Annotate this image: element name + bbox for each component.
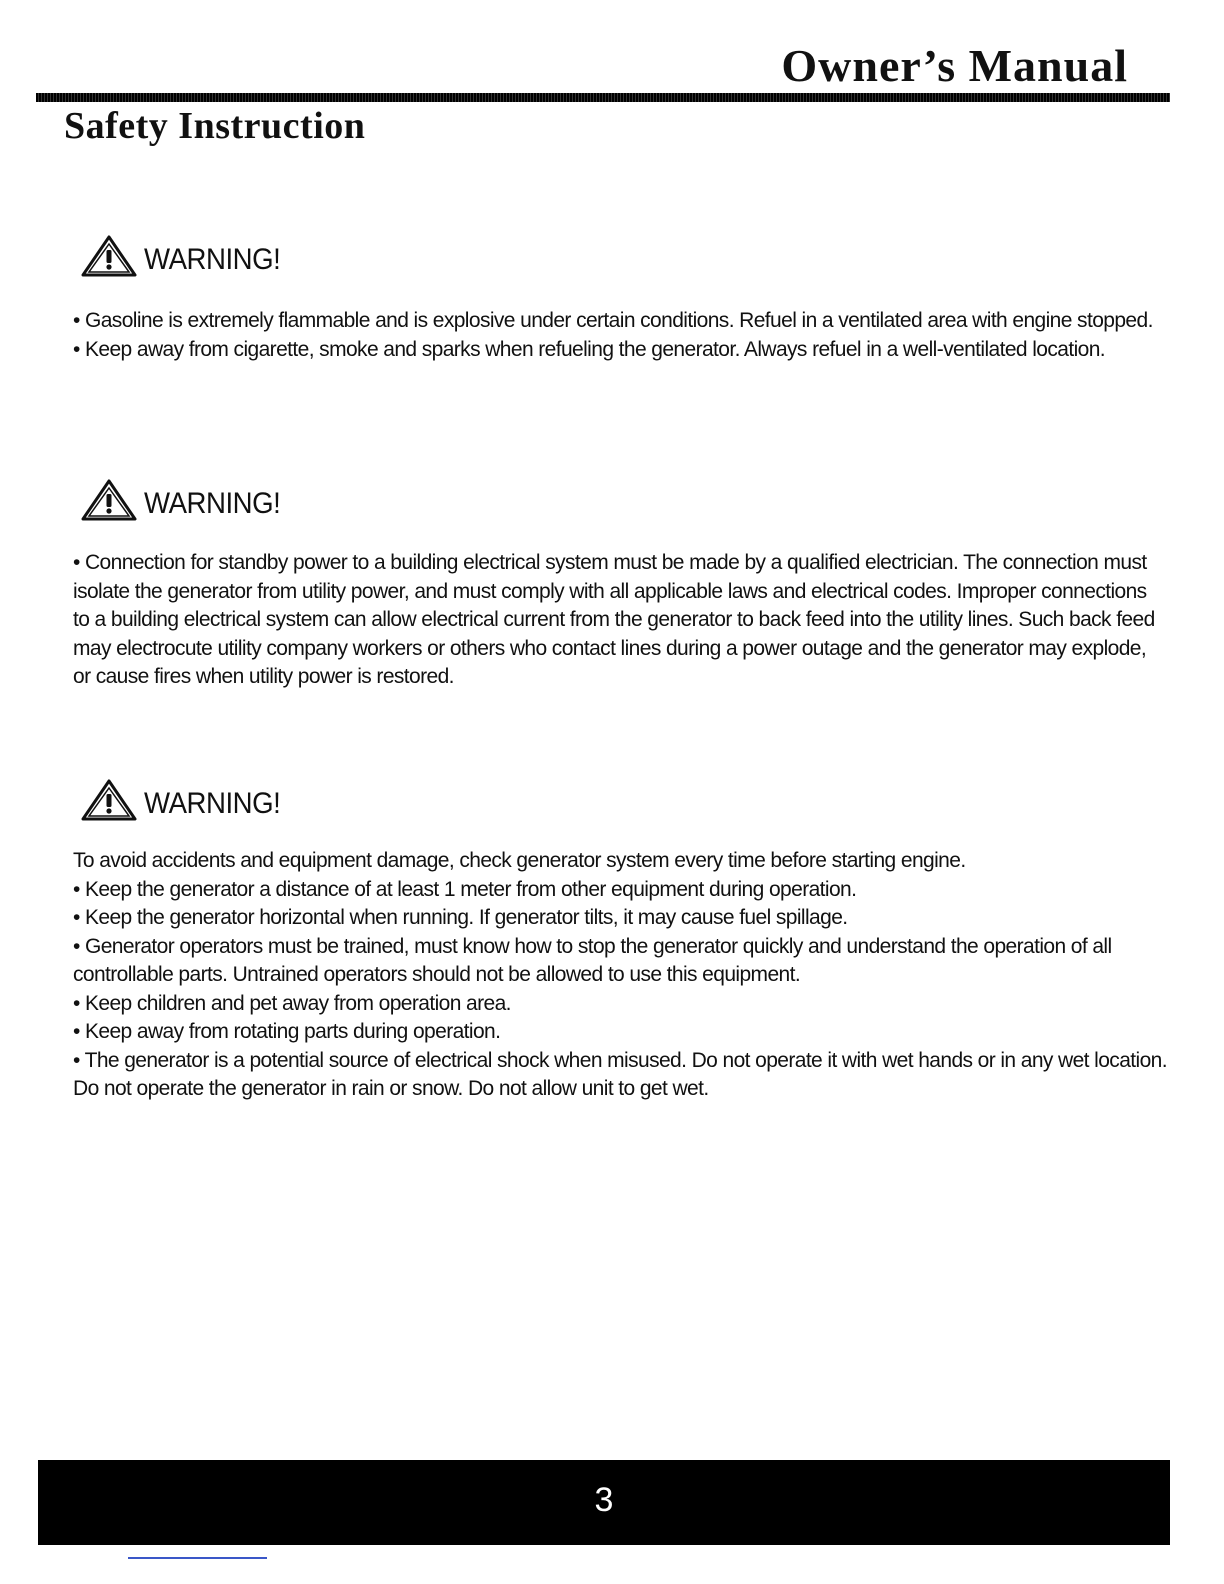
warning-line: Do not operate the generator in rain or snow. Do not allow unit to get wet. — [73, 1077, 709, 1100]
warning-line: or cause fires when utility power is restored. — [73, 665, 454, 688]
warning-text — [73, 549, 1155, 692]
warning-label: WARNING! — [144, 487, 281, 520]
warning-heading — [80, 472, 292, 522]
warning-heading — [80, 228, 292, 278]
manual-title: Owner’s Manual — [781, 40, 1128, 91]
warning-line: controllable parts. Untrained operators should not be allowed to use this equipment. — [73, 963, 801, 986]
warning-line: • Generator operators must be trained, must know how to stop the generator quickly and understand the operation of all — [73, 934, 1112, 958]
warning-line: • Gasoline is extremely flammable and is explosive under certain conditions. Refuel in a ventilated area with engine stopped. — [73, 309, 1153, 332]
warning-label: WARNING! — [144, 787, 281, 820]
warning-triangle-icon — [80, 234, 138, 278]
warning-line: • Keep the generator a distance of at least 1 meter from other equipment during operation. — [73, 877, 857, 901]
warning-line: isolate the generator from utility power, and must comply with all applicable laws and electrical codes. Improper connections — [73, 579, 1147, 603]
warning-line: • Keep away from cigarette, smoke and sparks when refueling the generator. Always refuel in a well-ventilated location. — [73, 337, 1106, 361]
footer-bar — [38, 1460, 1170, 1545]
warning-text — [73, 307, 1153, 364]
warning-line: • Keep away from rotating parts during operation. — [73, 1020, 501, 1043]
warning-line: • The generator is a potential source of electrical shock when misused. Do not operate it with wet hands or in any wet location. — [73, 1048, 1167, 1072]
warning-line: • Keep the generator horizontal when running. If generator tilts, it may cause fuel spillage. — [73, 906, 848, 929]
warning-text — [73, 847, 1167, 1104]
warning-heading — [80, 772, 292, 822]
warning-line: may electrocute utility company workers or others who contact lines during a power outage and the generator may explode, — [73, 636, 1147, 660]
warning-line: • Connection for standby power to a building electrical system must be made by a qualified electrician. The connection must — [73, 551, 1147, 574]
warning-label: WARNING! — [144, 243, 281, 276]
link-underline — [128, 1557, 267, 1559]
warning-line: To avoid accidents and equipment damage, check generator system every time before starting engine. — [73, 849, 966, 872]
page-number: 3 — [594, 1481, 614, 1519]
warning-triangle-icon — [80, 478, 138, 522]
section-title: Safety Instruction — [64, 105, 366, 147]
warning-line: to a building electrical system can allow electrical current from the generator to back feed into the utility lines. Such back feed — [73, 608, 1155, 631]
warning-triangle-icon — [80, 778, 138, 822]
warning-line: • Keep children and pet away from operation area. — [73, 991, 511, 1015]
header-rule — [36, 93, 1170, 102]
